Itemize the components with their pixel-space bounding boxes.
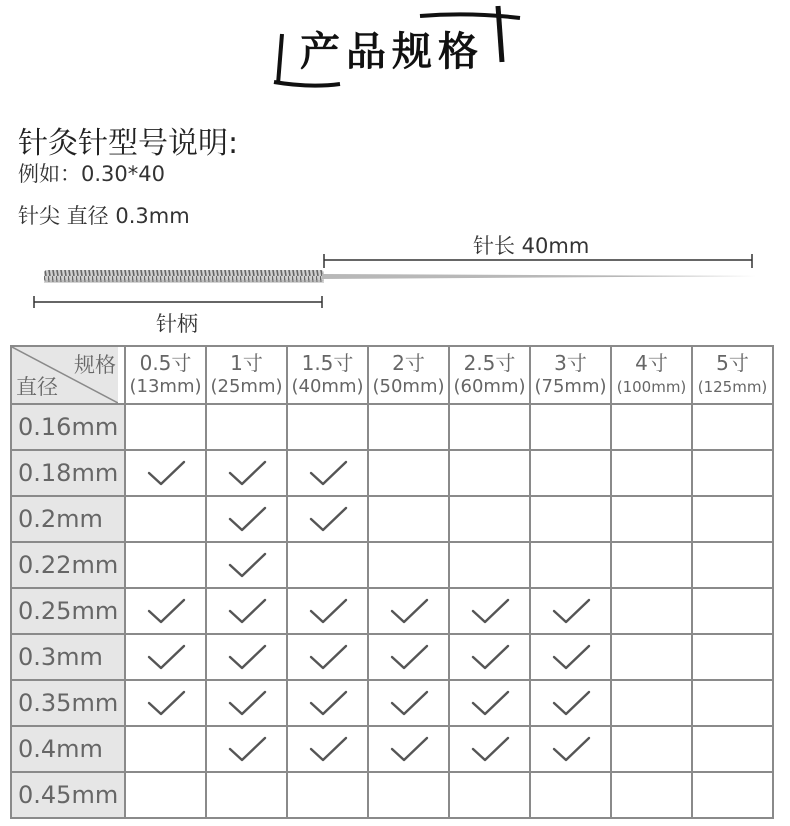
column-header — [449, 346, 530, 404]
table-row — [11, 450, 773, 496]
column-mm-label: (40mm) — [291, 376, 364, 397]
check-icon — [531, 735, 610, 763]
column-size-label: 1.5寸 — [301, 351, 354, 375]
table-cell — [449, 634, 530, 680]
table-cell — [692, 726, 773, 772]
table-cell — [368, 496, 449, 542]
check-icon — [288, 735, 367, 763]
check-icon — [531, 643, 610, 671]
table-cell — [206, 496, 287, 542]
table-cell — [611, 404, 692, 450]
table-header-row — [11, 346, 773, 404]
corner-spec-label: 规格 — [74, 353, 116, 377]
column-header — [368, 346, 449, 404]
check-icon — [207, 597, 286, 625]
row-diameter-label: 0.35mm — [11, 680, 125, 726]
column-mm-label: (25mm) — [210, 376, 283, 397]
check-icon — [207, 643, 286, 671]
table-cell — [287, 496, 368, 542]
table-cell — [692, 588, 773, 634]
banner-title: 产品规格 — [300, 28, 484, 75]
table-cell — [611, 496, 692, 542]
table-cell — [368, 772, 449, 818]
column-mm-label: (75mm) — [534, 376, 607, 397]
table-cell — [530, 450, 611, 496]
row-diameter-label: 0.3mm — [11, 634, 125, 680]
table-cell — [611, 772, 692, 818]
table-cell — [530, 772, 611, 818]
table-cell — [449, 542, 530, 588]
table-cell — [692, 542, 773, 588]
check-icon — [207, 689, 286, 717]
needle-illustration — [0, 228, 790, 338]
table-cell — [611, 634, 692, 680]
column-size-label: 2.5寸 — [463, 351, 516, 375]
table-row — [11, 588, 773, 634]
table-cell — [449, 450, 530, 496]
check-icon — [126, 459, 205, 487]
table-cell — [530, 588, 611, 634]
spec-table — [10, 345, 774, 819]
column-header — [692, 346, 773, 404]
table-cell — [611, 726, 692, 772]
check-icon — [450, 597, 529, 625]
table-cell — [449, 404, 530, 450]
column-mm-label: (50mm) — [372, 376, 445, 397]
check-icon — [450, 689, 529, 717]
check-icon — [288, 597, 367, 625]
table-corner — [11, 346, 125, 404]
table-cell — [206, 542, 287, 588]
table-cell — [206, 588, 287, 634]
column-size-label: 0.5寸 — [139, 351, 192, 375]
check-icon — [288, 643, 367, 671]
table-row — [11, 726, 773, 772]
column-size-label: 4寸 — [635, 351, 668, 375]
column-mm-label: (13mm) — [129, 376, 202, 397]
row-diameter-label: 0.4mm — [11, 726, 125, 772]
table-cell — [368, 404, 449, 450]
table-cell — [125, 404, 206, 450]
table-cell — [125, 726, 206, 772]
table-body — [11, 404, 773, 818]
table-row — [11, 680, 773, 726]
table-cell — [692, 634, 773, 680]
table-cell — [449, 726, 530, 772]
table-cell — [125, 634, 206, 680]
table-cell — [449, 772, 530, 818]
row-diameter-label: 0.16mm — [11, 404, 125, 450]
column-header — [611, 346, 692, 404]
table-cell — [611, 680, 692, 726]
check-icon — [126, 597, 205, 625]
table-cell — [287, 772, 368, 818]
handle-label: 针柄 — [156, 312, 198, 336]
check-icon — [288, 459, 367, 487]
check-icon — [207, 551, 286, 579]
table-cell — [368, 450, 449, 496]
table-cell — [206, 680, 287, 726]
table-cell — [611, 542, 692, 588]
table-cell — [287, 404, 368, 450]
check-icon — [531, 597, 610, 625]
table-cell — [530, 634, 611, 680]
table-cell — [530, 404, 611, 450]
column-size-label: 5寸 — [716, 351, 749, 375]
table-cell — [530, 542, 611, 588]
corner-diameter-label: 直径 — [16, 375, 58, 399]
row-diameter-label: 0.25mm — [11, 588, 125, 634]
column-header — [287, 346, 368, 404]
table-cell — [368, 726, 449, 772]
table-cell — [449, 496, 530, 542]
table-cell — [287, 588, 368, 634]
table-cell — [206, 634, 287, 680]
table-cell — [692, 496, 773, 542]
table-cell — [692, 772, 773, 818]
table-cell — [125, 450, 206, 496]
table-cell — [287, 726, 368, 772]
column-size-label: 1寸 — [230, 351, 263, 375]
table-cell — [206, 726, 287, 772]
check-icon — [450, 643, 529, 671]
table-cell — [692, 404, 773, 450]
row-diameter-label: 0.18mm — [11, 450, 125, 496]
check-icon — [369, 689, 448, 717]
table-cell — [287, 542, 368, 588]
tip-diameter-text: 针尖 直径 0.3mm — [18, 204, 190, 228]
row-diameter-label: 0.2mm — [11, 496, 125, 542]
table-cell — [368, 588, 449, 634]
table-cell — [206, 772, 287, 818]
column-mm-label: (125mm) — [697, 378, 768, 396]
table-cell — [692, 680, 773, 726]
table-row — [11, 542, 773, 588]
check-icon — [531, 689, 610, 717]
check-icon — [126, 643, 205, 671]
check-icon — [288, 689, 367, 717]
check-icon — [369, 643, 448, 671]
column-size-label: 3寸 — [554, 351, 587, 375]
column-mm-label: (60mm) — [453, 376, 526, 397]
table-cell — [692, 450, 773, 496]
table-cell — [368, 634, 449, 680]
column-header — [530, 346, 611, 404]
table-cell — [449, 588, 530, 634]
table-cell — [287, 634, 368, 680]
check-icon — [369, 735, 448, 763]
table-cell — [125, 588, 206, 634]
column-header — [206, 346, 287, 404]
check-icon — [207, 459, 286, 487]
table-cell — [368, 680, 449, 726]
table-row — [11, 496, 773, 542]
table-cell — [125, 772, 206, 818]
table-cell — [287, 450, 368, 496]
check-icon — [207, 735, 286, 763]
column-mm-label: (100mm) — [616, 378, 687, 396]
column-size-label: 2寸 — [392, 351, 425, 375]
table-cell — [530, 496, 611, 542]
row-diameter-label: 0.45mm — [11, 772, 125, 818]
table-cell — [125, 542, 206, 588]
table-cell — [611, 588, 692, 634]
check-icon — [126, 689, 205, 717]
table-cell — [611, 450, 692, 496]
table-row — [11, 634, 773, 680]
table-cell — [125, 680, 206, 726]
table-cell — [206, 450, 287, 496]
section-heading: 针灸针型号说明: — [18, 126, 239, 161]
table-cell — [287, 680, 368, 726]
table-cell — [530, 680, 611, 726]
row-diameter-label: 0.22mm — [11, 542, 125, 588]
check-icon — [450, 735, 529, 763]
table-cell — [125, 496, 206, 542]
check-icon — [288, 505, 367, 533]
needle-length-label: 针长 40mm — [473, 234, 590, 258]
check-icon — [369, 597, 448, 625]
table-row — [11, 404, 773, 450]
table-cell — [206, 404, 287, 450]
table-cell — [530, 726, 611, 772]
table-row — [11, 772, 773, 818]
column-header — [125, 346, 206, 404]
table-cell — [368, 542, 449, 588]
table-cell — [449, 680, 530, 726]
example-text: 例如：0.30*40 — [18, 162, 165, 186]
check-icon — [207, 505, 286, 533]
